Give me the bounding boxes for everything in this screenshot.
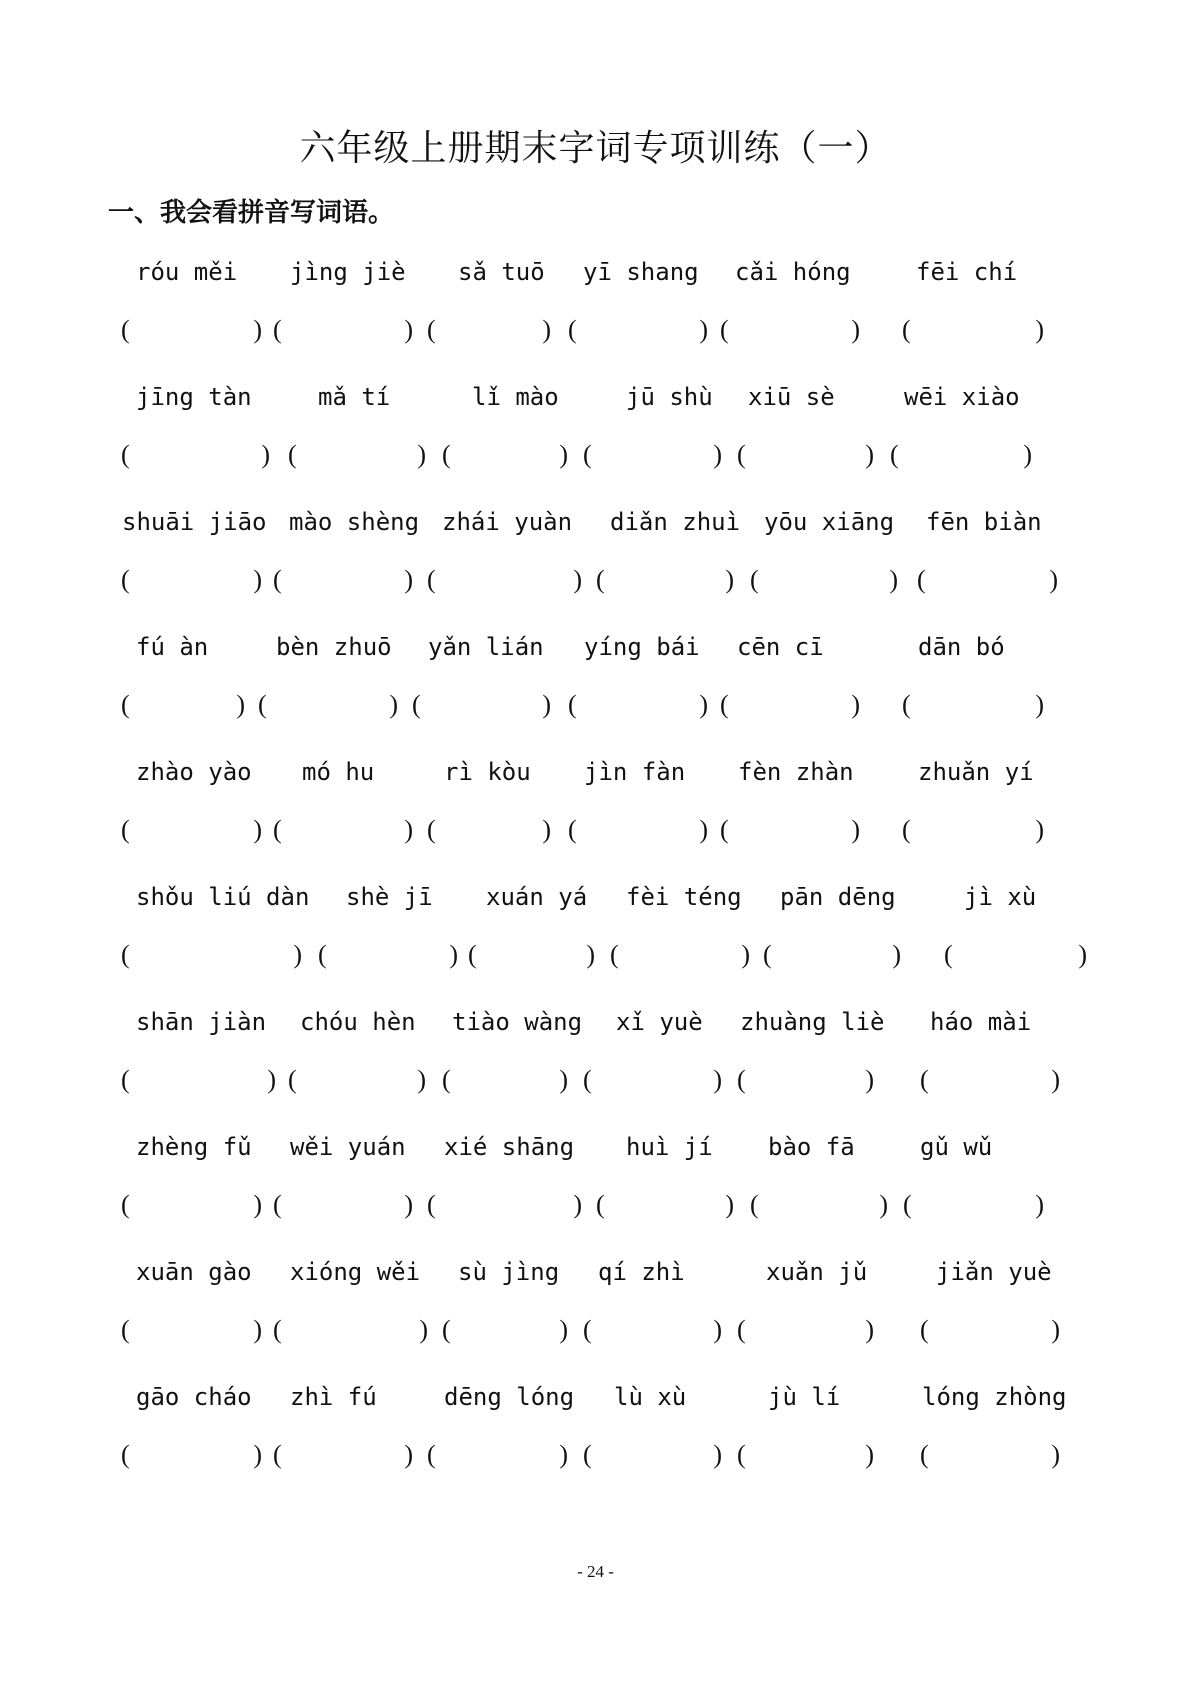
pinyin-word: fèn zhàn: [738, 758, 854, 786]
right-parenthesis: ): [404, 315, 413, 344]
left-parenthesis: (: [750, 565, 759, 594]
answer-blank[interactable]: [468, 940, 595, 976]
right-parenthesis: ): [573, 1190, 582, 1219]
answer-blank[interactable]: [288, 1065, 426, 1101]
left-parenthesis: (: [121, 1065, 130, 1094]
pinyin-word: fú àn: [136, 633, 209, 661]
right-parenthesis: ): [559, 1315, 568, 1344]
left-parenthesis: (: [121, 815, 130, 844]
answer-blank[interactable]: [720, 690, 860, 726]
pinyin-word: bào fā: [768, 1133, 855, 1161]
left-parenthesis: (: [273, 315, 282, 344]
right-parenthesis: ): [725, 565, 734, 594]
pinyin-word: jīng tàn: [136, 383, 252, 411]
answer-blank[interactable]: [763, 940, 901, 976]
left-parenthesis: (: [568, 815, 577, 844]
pinyin-word: qí zhì: [598, 1258, 685, 1286]
left-parenthesis: (: [920, 1065, 929, 1094]
answer-blank[interactable]: [920, 1065, 1060, 1101]
answer-blank[interactable]: [890, 440, 1032, 476]
answer-blank[interactable]: [273, 1190, 413, 1226]
answer-blank[interactable]: [737, 1440, 874, 1476]
pinyin-word: shè jī: [346, 883, 433, 911]
left-parenthesis: (: [610, 940, 619, 969]
pinyin-word: mǎ tí: [318, 383, 391, 411]
left-parenthesis: (: [273, 1440, 282, 1469]
left-parenthesis: (: [902, 815, 911, 844]
answer-blank[interactable]: [568, 315, 708, 351]
right-parenthesis: ): [404, 1440, 413, 1469]
pinyin-word: róu měi: [136, 258, 238, 286]
answer-blank[interactable]: [903, 1190, 1044, 1226]
right-parenthesis: ): [449, 940, 458, 969]
pinyin-word: wěi yuán: [290, 1133, 406, 1161]
pinyin-word: dēng lóng: [444, 1383, 575, 1411]
right-parenthesis: ): [699, 315, 708, 344]
answer-blank[interactable]: [273, 815, 413, 851]
answer-blank[interactable]: [917, 565, 1058, 601]
right-parenthesis: ): [253, 565, 262, 594]
answer-blank[interactable]: [596, 565, 734, 601]
answer-blank[interactable]: [583, 1440, 722, 1476]
right-parenthesis: ): [725, 1190, 734, 1219]
right-parenthesis: ): [1035, 815, 1044, 844]
right-parenthesis: ): [1051, 1315, 1060, 1344]
left-parenthesis: (: [121, 1440, 130, 1469]
answer-blank[interactable]: [442, 440, 568, 476]
pinyin-word: tiào wàng: [452, 1008, 583, 1036]
left-parenthesis: (: [427, 315, 436, 344]
right-parenthesis: ): [713, 1065, 722, 1094]
left-parenthesis: (: [583, 440, 592, 469]
pinyin-word: lù xù: [614, 1383, 687, 1411]
right-parenthesis: ): [1023, 440, 1032, 469]
answer-blank[interactable]: [750, 1190, 888, 1226]
answer-blank[interactable]: [442, 1065, 568, 1101]
left-parenthesis: (: [121, 1190, 130, 1219]
right-parenthesis: ): [586, 940, 595, 969]
right-parenthesis: ): [1049, 565, 1058, 594]
pinyin-word: huì jí: [626, 1133, 713, 1161]
answer-blank[interactable]: [427, 1440, 568, 1476]
pinyin-word: mó hu: [302, 758, 375, 786]
left-parenthesis: (: [583, 1065, 592, 1094]
right-parenthesis: ): [417, 1065, 426, 1094]
left-parenthesis: (: [890, 440, 899, 469]
left-parenthesis: (: [737, 1440, 746, 1469]
right-parenthesis: ): [419, 1315, 428, 1344]
right-parenthesis: ): [713, 440, 722, 469]
answer-blank[interactable]: [318, 940, 458, 976]
left-parenthesis: (: [121, 565, 130, 594]
answer-blank[interactable]: [720, 815, 860, 851]
page-title: 六年级上册期末字词专项训练（一）: [299, 128, 892, 169]
pinyin-word: jìng jiè: [290, 258, 406, 286]
answer-blank[interactable]: [720, 315, 860, 351]
right-parenthesis: ): [417, 440, 426, 469]
pinyin-word: zhào yào: [136, 758, 252, 786]
pinyin-word: pān dēng: [780, 883, 896, 911]
answer-blank[interactable]: [583, 440, 722, 476]
pinyin-word: sù jìng: [458, 1258, 560, 1286]
pinyin-word: cēn cī: [737, 633, 824, 661]
left-parenthesis: (: [273, 565, 282, 594]
pinyin-word: fēi chí: [916, 258, 1018, 286]
right-parenthesis: ): [1035, 690, 1044, 719]
answer-blank[interactable]: [121, 1440, 262, 1476]
answer-blank[interactable]: [258, 690, 398, 726]
left-parenthesis: (: [750, 1190, 759, 1219]
left-parenthesis: (: [737, 1065, 746, 1094]
answer-blank[interactable]: [902, 815, 1044, 851]
right-parenthesis: ): [865, 1315, 874, 1344]
answer-blank[interactable]: [750, 565, 898, 601]
right-parenthesis: ): [542, 315, 551, 344]
right-parenthesis: ): [404, 815, 413, 844]
pinyin-word: yī shang: [583, 258, 699, 286]
pinyin-word: xuán yá: [486, 883, 588, 911]
left-parenthesis: (: [720, 690, 729, 719]
pinyin-word: wēi xiào: [904, 383, 1020, 411]
right-parenthesis: ): [699, 690, 708, 719]
pinyin-word: xié shāng: [444, 1133, 575, 1161]
left-parenthesis: (: [121, 940, 130, 969]
pinyin-word: zhèng fǔ: [136, 1133, 252, 1161]
right-parenthesis: ): [253, 815, 262, 844]
answer-blank[interactable]: [920, 1440, 1060, 1476]
pinyin-word: mào shèng: [289, 508, 420, 536]
left-parenthesis: (: [596, 565, 605, 594]
answer-blank[interactable]: [427, 315, 551, 351]
right-parenthesis: ): [253, 1315, 262, 1344]
right-parenthesis: ): [879, 1190, 888, 1219]
right-parenthesis: ): [261, 440, 270, 469]
answer-blank[interactable]: [902, 690, 1044, 726]
left-parenthesis: (: [273, 1315, 282, 1344]
answer-blank[interactable]: [737, 1315, 874, 1351]
left-parenthesis: (: [427, 1190, 436, 1219]
pinyin-word: yǎn lián: [428, 633, 544, 661]
left-parenthesis: (: [258, 690, 267, 719]
left-parenthesis: (: [720, 815, 729, 844]
answer-blank[interactable]: [121, 815, 262, 851]
answer-blank[interactable]: [273, 565, 413, 601]
left-parenthesis: (: [737, 440, 746, 469]
answer-blank[interactable]: [121, 440, 270, 476]
right-parenthesis: ): [851, 690, 860, 719]
right-parenthesis: ): [236, 690, 245, 719]
left-parenthesis: (: [737, 1315, 746, 1344]
answer-blank[interactable]: [273, 315, 413, 351]
answer-blank[interactable]: [121, 940, 302, 976]
pinyin-word: xiū sè: [748, 383, 835, 411]
left-parenthesis: (: [920, 1440, 929, 1469]
answer-blank[interactable]: [121, 565, 262, 601]
left-parenthesis: (: [412, 690, 421, 719]
pinyin-word: cǎi hóng: [735, 258, 851, 286]
answer-blank[interactable]: [427, 815, 551, 851]
left-parenthesis: (: [583, 1440, 592, 1469]
right-parenthesis: ): [542, 690, 551, 719]
left-parenthesis: (: [442, 440, 451, 469]
pinyin-word: zhuǎn yí: [918, 758, 1034, 786]
right-parenthesis: ): [892, 940, 901, 969]
right-parenthesis: ): [1051, 1440, 1060, 1469]
right-parenthesis: ): [1051, 1065, 1060, 1094]
right-parenthesis: ): [699, 815, 708, 844]
pinyin-word: xióng wěi: [290, 1258, 421, 1286]
left-parenthesis: (: [763, 940, 772, 969]
left-parenthesis: (: [288, 440, 297, 469]
right-parenthesis: ): [389, 690, 398, 719]
section-heading: 一、我会看拼音写词语。: [108, 198, 395, 228]
left-parenthesis: (: [442, 1315, 451, 1344]
left-parenthesis: (: [273, 815, 282, 844]
pinyin-word: yíng bái: [584, 633, 700, 661]
right-parenthesis: ): [865, 1065, 874, 1094]
answer-blank[interactable]: [920, 1315, 1060, 1351]
pinyin-word: háo mài: [930, 1008, 1032, 1036]
right-parenthesis: ): [865, 1440, 874, 1469]
pinyin-word: xǐ yuè: [616, 1008, 703, 1036]
answer-blank[interactable]: [427, 1190, 582, 1226]
page-number: - 24 -: [577, 1562, 614, 1581]
right-parenthesis: ): [404, 565, 413, 594]
pinyin-word: lóng zhòng: [922, 1383, 1067, 1411]
pinyin-word: xuān gào: [136, 1258, 252, 1286]
left-parenthesis: (: [273, 1190, 282, 1219]
left-parenthesis: (: [596, 1190, 605, 1219]
right-parenthesis: ): [267, 1065, 276, 1094]
answer-blank[interactable]: [737, 1065, 874, 1101]
right-parenthesis: ): [1035, 315, 1044, 344]
answer-blank[interactable]: [121, 690, 245, 726]
left-parenthesis: (: [902, 690, 911, 719]
right-parenthesis: ): [404, 1190, 413, 1219]
left-parenthesis: (: [121, 1315, 130, 1344]
pinyin-word: fēn biàn: [926, 508, 1042, 536]
left-parenthesis: (: [944, 940, 953, 969]
pinyin-word: bèn zhuō: [276, 633, 392, 661]
answer-blank[interactable]: [902, 315, 1044, 351]
answer-blank[interactable]: [737, 440, 874, 476]
right-parenthesis: ): [253, 1190, 262, 1219]
pinyin-word: jì xù: [964, 883, 1037, 911]
pinyin-word: zhì fú: [290, 1383, 377, 1411]
left-parenthesis: (: [920, 1315, 929, 1344]
pinyin-word: zhái yuàn: [442, 508, 573, 536]
left-parenthesis: (: [583, 1315, 592, 1344]
left-parenthesis: (: [720, 315, 729, 344]
answer-blank[interactable]: [288, 440, 426, 476]
right-parenthesis: ): [293, 940, 302, 969]
answer-blank[interactable]: [568, 690, 708, 726]
pinyin-word: dān bó: [918, 633, 1005, 661]
left-parenthesis: (: [427, 815, 436, 844]
right-parenthesis: ): [559, 440, 568, 469]
answer-blank[interactable]: [273, 1440, 413, 1476]
pinyin-word: chóu hèn: [300, 1008, 416, 1036]
answer-blank[interactable]: [121, 1315, 262, 1351]
right-parenthesis: ): [713, 1315, 722, 1344]
answer-blank[interactable]: [121, 315, 262, 351]
pinyin-word: shān jiàn: [136, 1008, 267, 1036]
pinyin-word: fèi téng: [626, 883, 742, 911]
right-parenthesis: ): [573, 565, 582, 594]
pinyin-word: rì kòu: [444, 758, 531, 786]
answer-blank[interactable]: [412, 690, 551, 726]
left-parenthesis: (: [568, 315, 577, 344]
right-parenthesis: ): [713, 1440, 722, 1469]
left-parenthesis: (: [427, 1440, 436, 1469]
right-parenthesis: ): [1035, 1190, 1044, 1219]
answer-blank[interactable]: [442, 1315, 568, 1351]
left-parenthesis: (: [288, 1065, 297, 1094]
right-parenthesis: ): [253, 1440, 262, 1469]
pinyin-word: jū shù: [626, 383, 713, 411]
answer-blank[interactable]: [583, 1065, 722, 1101]
left-parenthesis: (: [442, 1065, 451, 1094]
answer-blank[interactable]: [583, 1315, 722, 1351]
right-parenthesis: ): [559, 1065, 568, 1094]
left-parenthesis: (: [427, 565, 436, 594]
right-parenthesis: ): [559, 1440, 568, 1469]
pinyin-word: zhuàng liè: [740, 1008, 885, 1036]
pinyin-word: jù lí: [768, 1383, 841, 1411]
right-parenthesis: ): [741, 940, 750, 969]
right-parenthesis: ): [1078, 940, 1087, 969]
right-parenthesis: ): [851, 815, 860, 844]
left-parenthesis: (: [318, 940, 327, 969]
left-parenthesis: (: [568, 690, 577, 719]
answer-blank[interactable]: [121, 1065, 276, 1101]
answer-blank[interactable]: [596, 1190, 734, 1226]
left-parenthesis: (: [121, 440, 130, 469]
right-parenthesis: ): [851, 315, 860, 344]
answer-blank[interactable]: [121, 1190, 262, 1226]
right-parenthesis: ): [889, 565, 898, 594]
answer-blank[interactable]: [427, 565, 582, 601]
pinyin-word: gāo cháo: [136, 1383, 252, 1411]
pinyin-word: sǎ tuō: [458, 258, 545, 286]
answer-blank[interactable]: [568, 815, 708, 851]
left-parenthesis: (: [121, 315, 130, 344]
pinyin-word: lǐ mào: [472, 383, 559, 411]
answer-blank[interactable]: [944, 940, 1087, 976]
pinyin-word: xuǎn jǔ: [766, 1258, 868, 1286]
pinyin-word: jìn fàn: [584, 758, 686, 786]
left-parenthesis: (: [917, 565, 926, 594]
right-parenthesis: ): [542, 815, 551, 844]
left-parenthesis: (: [468, 940, 477, 969]
pinyin-word: yōu xiāng: [764, 508, 895, 536]
left-parenthesis: (: [903, 1190, 912, 1219]
pinyin-word: shǒu liú dàn: [136, 883, 310, 911]
right-parenthesis: ): [253, 315, 262, 344]
right-parenthesis: ): [865, 440, 874, 469]
pinyin-word: gǔ wǔ: [920, 1133, 993, 1161]
pinyin-word: jiǎn yuè: [936, 1258, 1052, 1286]
pinyin-word: shuāi jiāo: [122, 508, 267, 536]
answer-blank[interactable]: [610, 940, 750, 976]
answer-blank[interactable]: [273, 1315, 428, 1351]
pinyin-word: diǎn zhuì: [610, 508, 741, 536]
left-parenthesis: (: [121, 690, 130, 719]
left-parenthesis: (: [902, 315, 911, 344]
